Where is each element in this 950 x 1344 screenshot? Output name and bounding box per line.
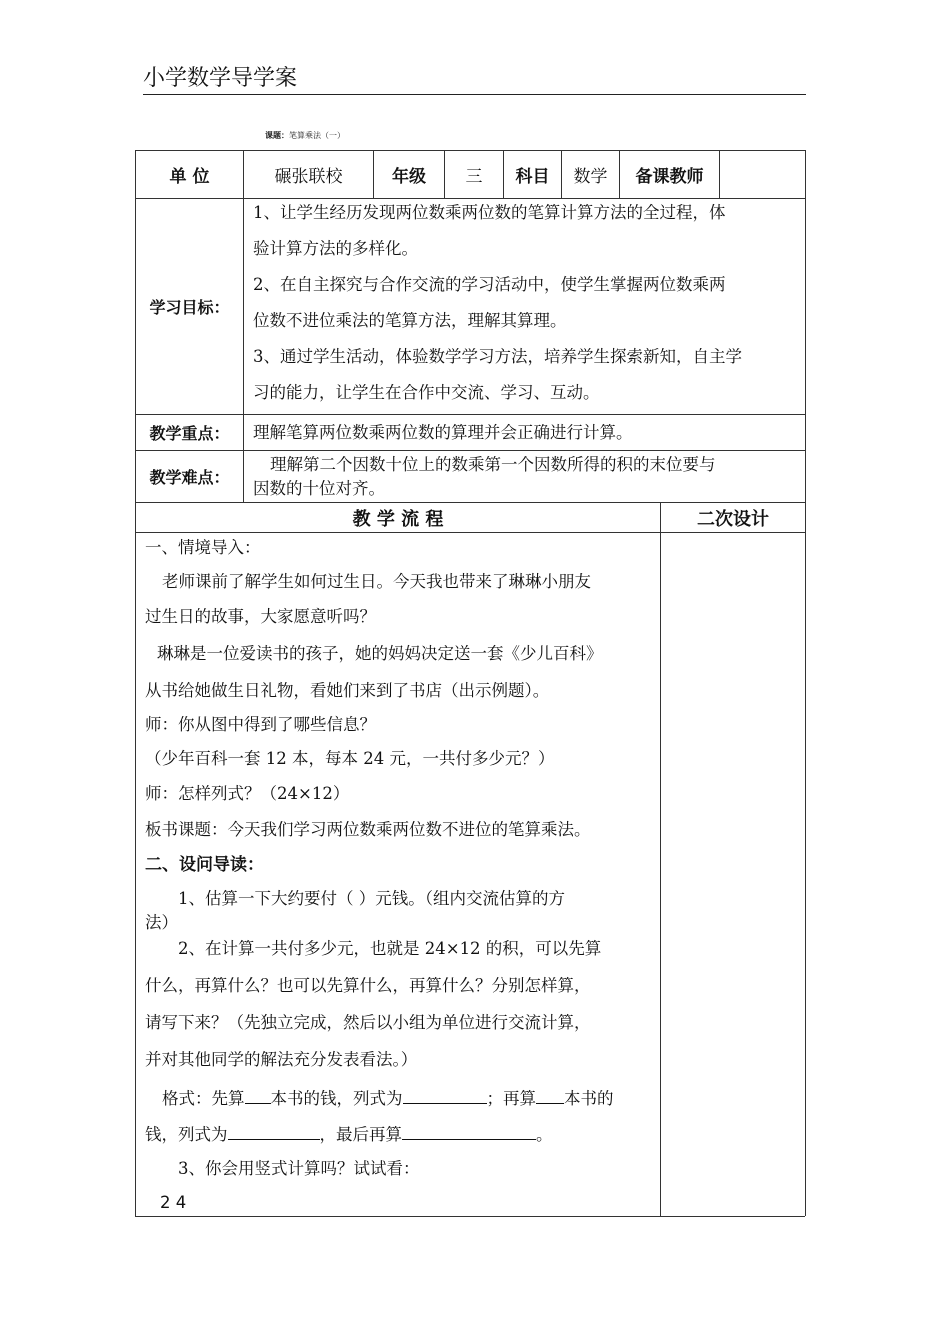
s2-question-2: 并对其他同学的解法充分发表看法。） (145, 1050, 418, 1069)
lesson-title (265, 130, 345, 141)
s2-question-1: 1、估算一下大约要付（ ）元钱。（组内交流估算的方 (178, 889, 565, 908)
key-point-label: 教学重点： (149, 424, 230, 443)
s2-question-1-cont: 法） (145, 913, 178, 932)
unit-label: 单 位 (169, 167, 210, 187)
s2-question-2: 请写下来？（先独立完成，然后以小组为单位进行交流计算， (145, 1013, 591, 1032)
blank-field[interactable] (402, 1124, 536, 1140)
s1-line: 琳琳是一位爱读书的孩子，她的妈妈决定送一套《少儿百科》 (157, 644, 603, 663)
objective-line: 验计算方法的多样化。 (253, 239, 418, 258)
teacher-value (720, 151, 805, 198)
subject-value: 数学 (573, 167, 608, 187)
format-text: 本书的 (564, 1089, 614, 1108)
format-text: 。 (536, 1125, 553, 1144)
s1-line: 过生日的故事，大家愿意听吗？ (145, 607, 376, 626)
subject-label: 科目 (515, 167, 550, 187)
format-text: 钱，列式为 (145, 1125, 228, 1144)
section1-title: 一、情境导入： (145, 538, 261, 557)
s2-question-2: 2、在计算一共付多少元，也就是 24×12 的积，可以先算 (178, 939, 602, 958)
second-design-header: 二次设计 (697, 508, 769, 530)
s2-question-2: 什么，再算什么？也可以先算什么，再算什么？分别怎样算， (145, 976, 591, 995)
objective-line: 习的能力，让学生在合作中交流、学习、互动。 (253, 383, 600, 402)
page-header (143, 66, 806, 95)
s1-line: 师：你从图中得到了哪些信息？ (145, 715, 376, 734)
format-text: 本书的钱，列式为 (270, 1089, 403, 1108)
s1-line: 从书给她做生日礼物，看她们来到了书店（出示例题）。 (145, 681, 550, 700)
lesson-label: 课题： (265, 130, 289, 140)
teacher-label: 备课教师 (635, 167, 704, 187)
page-title: 小学数学导学案 (143, 66, 298, 91)
s1-line: 老师课前了解学生如何过生日。今天我也带来了琳琳小朋友 (162, 572, 591, 591)
s1-line: 板书课题：今天我们学习两位数乘两位数不进位的笔算乘法。 (145, 820, 591, 839)
blank-field[interactable] (245, 1088, 271, 1104)
objective-line: 1、让学生经历发现两位数乘两位数的笔算计算方法的全过程，体 (253, 203, 726, 222)
s1-line: 师：怎样列式？（24×12） (145, 784, 350, 803)
flow-header: 教 学 流 程 (352, 508, 444, 530)
format-text: ，最后再算 (319, 1125, 402, 1144)
objective-line: 2、在自主探究与合作交流的学习活动中，使学生掌握两位数乘两 (253, 275, 726, 294)
blank-field[interactable] (228, 1124, 320, 1140)
s1-line: （少年百科一套 12 本，每本 24 元，一共付多少元？） (145, 749, 555, 768)
grade-value: 三 (465, 167, 483, 187)
vertical-calc-number: 2 4 (160, 1193, 187, 1212)
s2-question-3: 3、你会用竖式计算吗？试试看： (178, 1159, 420, 1178)
objectives-label: 学习目标： (149, 298, 230, 317)
format-line-1 (162, 1088, 614, 1108)
difficulty-line: 理解第二个因数十位上的数乘第一个因数所得的积的末位要与 (270, 455, 716, 474)
key-point-text: 理解笔算两位数乘两位数的算理并会正确进行计算。 (253, 423, 633, 442)
format-line-2 (145, 1124, 553, 1144)
blank-field[interactable] (403, 1088, 487, 1104)
difficulty-line: 因数的十位对齐。 (253, 479, 385, 498)
grade-label: 年级 (392, 167, 426, 187)
blank-field[interactable] (536, 1088, 564, 1104)
lesson-value: 笔算乘法（一） (289, 131, 345, 140)
objective-line: 位数不进位乘法的笔算方法，理解其算理。 (253, 311, 567, 330)
section2-title: 二、设问导读： (145, 855, 264, 875)
objective-line: 3、通过学生活动，体验数学学习方法，培养学生探索新知，自主学 (253, 347, 742, 366)
difficulty-label: 教学难点： (149, 468, 230, 487)
unit-value: 碾张联校 (274, 167, 343, 187)
format-text: 格式：先算 (162, 1089, 245, 1108)
format-text: ；再算 (486, 1089, 536, 1108)
